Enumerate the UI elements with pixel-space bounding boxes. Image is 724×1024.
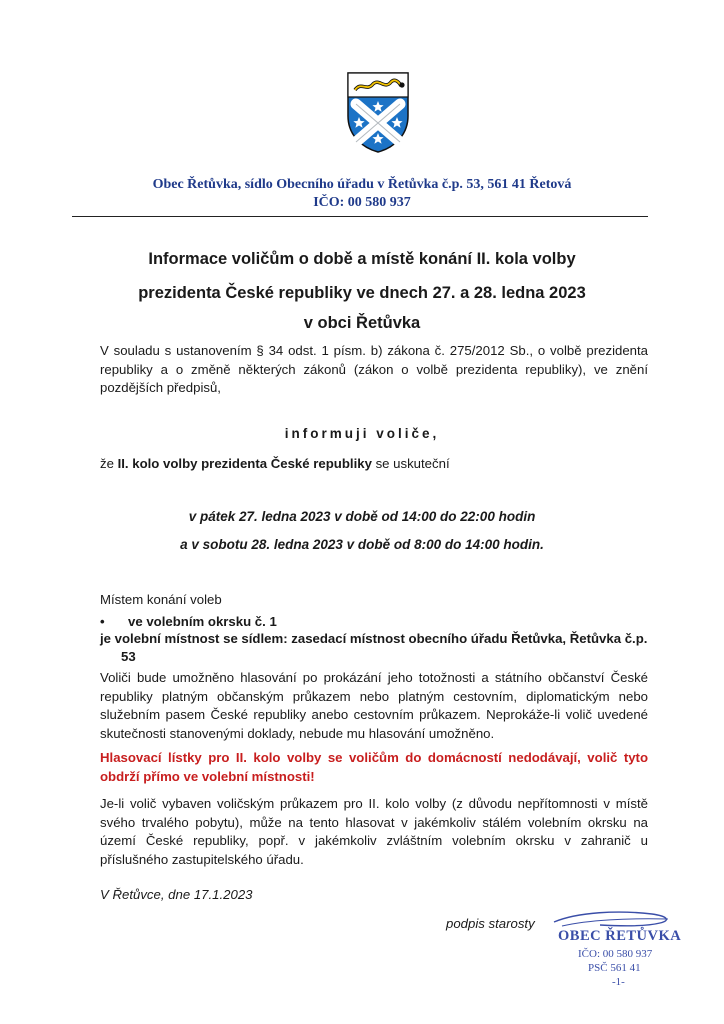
bullet-marker: • [100, 614, 105, 629]
municipal-coat-of-arms [345, 70, 411, 154]
district-item [100, 614, 277, 629]
announcement-suffix: se uskuteční [371, 456, 450, 471]
election-date-friday: v pátek 27. ledna 2023 v době od 14:00 do 22:00 hodin [188, 509, 536, 524]
letterhead-ico: IČO: 00 580 937 [313, 195, 411, 210]
place-and-date: V Řetůvce, dne 17.1.2023 [100, 887, 253, 902]
election-announcement [100, 455, 648, 474]
letterhead [60, 176, 664, 212]
district-text: ve volebním okrsku č. 1 [128, 614, 277, 629]
voter-card-paragraph: Je-li volič vybaven voličským průkazem pro II. kolo volby (z důvodu nepřítomnosti v místě svého trvalého pobytu), může na tento hlasovat v jakémkoliv stálém volebním okrsku na území České republiky, popř. v jakémkoliv zvláštním volebním okrsku v zahranič u příslušného zastupitelského úřadu. [100, 796, 648, 867]
announcement-prefix: že [100, 456, 118, 471]
identity-paragraph: Voliči bude umožněno hlasování po prokázání jeho totožnosti a státního občanství České republiky platným občanským průkazem nebo platným cestovním, diplomatickým nebo služebním pasem České republiky anebo cestovním průkazem. Neprokáže-li volič uvedené skutečnosti stanovenými doklady, nebude mu hlasování umožněno. [100, 670, 648, 741]
ballot-notice: Hlasovací lístky pro II. kolo volby se voličům do domácností nedodávají, volič tyto obdrží přímo ve volební místnosti! [100, 750, 648, 784]
document-title-line-3: v obci Řetůvka [303, 314, 421, 332]
stamp-psc: PSČ 561 41 [588, 962, 641, 974]
header-divider [72, 216, 648, 217]
polling-room-line-1: je volební místnost se sídlem: zasedací místnost obecního úřadu Řetůvka, Řetůvka č.p. [100, 631, 648, 646]
announcement-election-name: II. kolo volby prezidenta České republiky [117, 456, 372, 471]
stamp-name: OBEC ŘETŮVKA [558, 928, 682, 944]
election-date-saturday: a v sobotu 28. ledna 2023 v době od 8:00 do 14:00 hodin. [180, 537, 544, 552]
stamp-number: -1- [612, 976, 625, 988]
stamp-ico: IČO: 00 580 937 [578, 948, 653, 960]
document-title-line-1: Informace voličům o době a místě konání II. kola volby [148, 250, 576, 268]
letterhead-address: Obec Řetůvka, sídlo Obecního úřadu v Řetůvka č.p. 53, 561 41 Řetová [152, 177, 572, 192]
polling-room-line-2: 53 [121, 649, 136, 664]
legal-basis-paragraph: V souladu s ustanovením § 34 odst. 1 písm. b) zákona č. 275/2012 Sb., o volbě prezidenta republiky a o změně některých zákonů (zákon o volbě prezidenta republiky), ve znění pozdějších předpisů, [100, 343, 648, 395]
official-stamp [548, 906, 688, 996]
document-title-line-2: prezidenta České republiky ve dnech 27. a 28. ledna 2023 [138, 284, 586, 302]
place-label: Místem konání voleb [100, 592, 222, 607]
signature-label: podpis starosty [446, 916, 535, 931]
inform-voters-heading: informuji voliče, [284, 426, 440, 441]
